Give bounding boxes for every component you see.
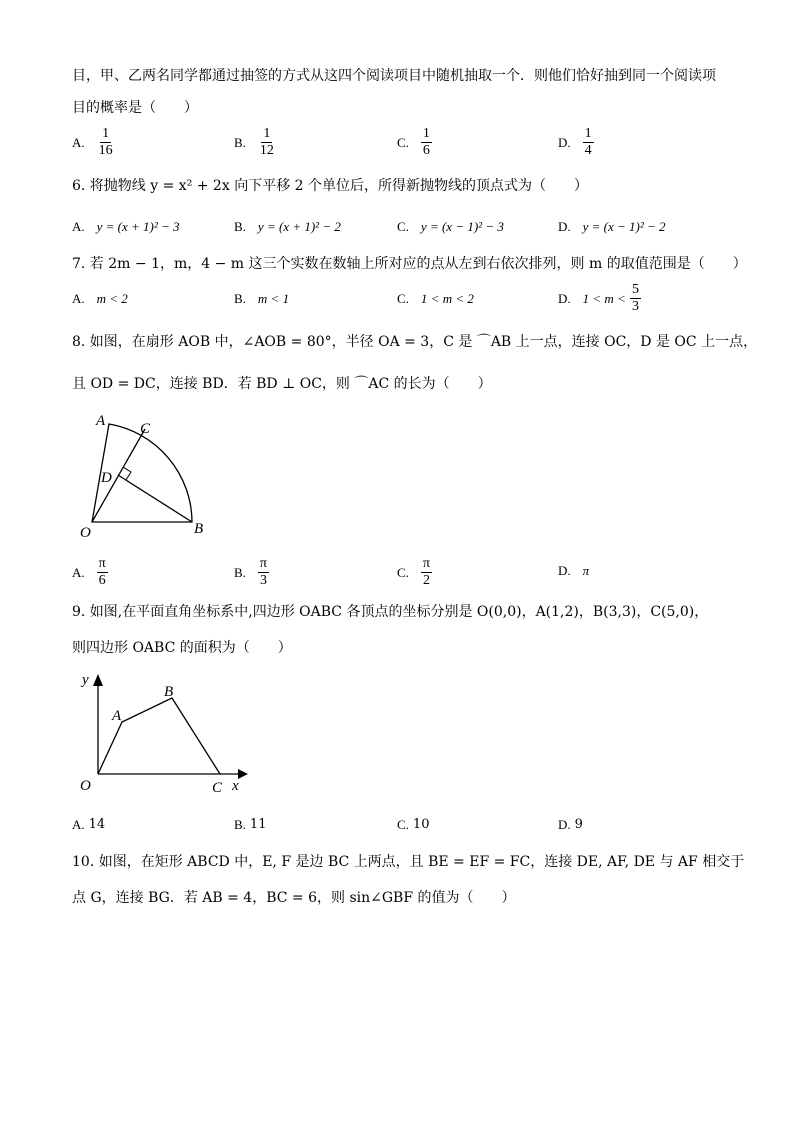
- option-label: A.: [72, 134, 85, 150]
- q8-option-c[interactable]: [397, 556, 432, 589]
- q8-stem-line1: 8. 如图，在扇形 AOB 中，∠AOB = 80°，半径 OA = 3，C 是 ⌒AB 上一点，连接 OC，D 是 OC 上一点，: [72, 334, 758, 350]
- denominator: 16: [98, 143, 113, 158]
- option-text: y = (x + 1)² − 2: [257, 219, 341, 234]
- label-o: O: [80, 778, 91, 794]
- option-text: 10: [412, 817, 430, 832]
- option-label: C.: [397, 219, 409, 234]
- q8-option-b[interactable]: [234, 556, 269, 589]
- fraction: [583, 126, 594, 159]
- q6-option-a[interactable]: [72, 218, 180, 236]
- fraction: [97, 556, 108, 589]
- q9-stem-line1: 9. 如图,在平面直角坐标系中,四边形 OABC 各顶点的坐标分别是 O(0,0)，A(1,2)，B(3,3)，C(5,0)，: [72, 604, 709, 620]
- denominator: 3: [631, 299, 639, 314]
- q7-option-a[interactable]: [72, 290, 128, 308]
- option-label: A.: [72, 564, 85, 580]
- numerator: 1: [422, 126, 430, 141]
- option-text: y = (x − 1)² − 2: [582, 219, 666, 234]
- option-text: y = (x + 1)² − 3: [96, 219, 180, 234]
- q5-stem-line2: 目的概率是（ ）: [72, 100, 198, 116]
- option-label: B.: [234, 564, 246, 580]
- q7-option-c[interactable]: [397, 290, 474, 308]
- fraction: [258, 126, 276, 159]
- option-label: D.: [558, 817, 571, 832]
- option-label: B.: [234, 817, 246, 832]
- fraction: [630, 282, 641, 315]
- option-label: A.: [72, 291, 85, 306]
- option-text: 9: [574, 817, 583, 832]
- q10-stem-line2: 点 G，连接 BG．若 AB = 4，BC = 6，则 sin∠GBF 的值为（ ）: [72, 890, 516, 906]
- q8-option-d[interactable]: [558, 562, 589, 580]
- numerator: π: [98, 556, 106, 571]
- label-b: B: [164, 684, 174, 700]
- numerator: π: [259, 556, 267, 571]
- option-label: A.: [72, 219, 85, 234]
- q6-stem: 6. 将抛物线 y = x² + 2x 向下平移 2 个单位后，所得新抛物线的顶点式为（ ）: [72, 178, 588, 194]
- q9-option-a[interactable]: [72, 816, 105, 834]
- option-text: 14: [88, 817, 106, 832]
- q5-option-b[interactable]: [234, 126, 276, 159]
- option-label: B.: [234, 219, 246, 234]
- y-axis-arrow-icon: [93, 674, 103, 686]
- numerator: 1: [263, 126, 271, 141]
- q9-option-b[interactable]: [234, 816, 266, 834]
- q10-stem-line1: 10. 如图，在矩形 ABCD 中，E, F 是边 BC 上两点，且 BE = EF = FC，连接 DE, AF, DE 与 AF 相交于: [72, 854, 745, 870]
- label-x: x: [232, 778, 239, 794]
- denominator: 12: [259, 143, 274, 158]
- q7-stem: 7. 若 2m − 1，m，4 − m 这三个实数在数轴上所对应的点从左到右依次排列，则 m 的取值范围是（ ）: [72, 256, 747, 272]
- q9-coordinate-figure: [70, 668, 250, 798]
- option-text: m < 2: [96, 291, 128, 306]
- label-o: O: [80, 525, 91, 541]
- option-label: C.: [397, 817, 409, 832]
- option-text: 1 < m <: [582, 290, 626, 306]
- label-b: B: [194, 521, 204, 537]
- numerator: π: [422, 556, 430, 571]
- option-text: y = (x − 1)² − 3: [420, 219, 504, 234]
- right-angle-mark: [123, 467, 131, 480]
- option-text: 11: [249, 817, 267, 832]
- q9-option-d[interactable]: [558, 816, 583, 834]
- denominator: 2: [422, 573, 430, 588]
- option-label: D.: [558, 290, 571, 306]
- q5-option-a[interactable]: [72, 126, 115, 159]
- option-label: C.: [397, 134, 409, 150]
- label-c: C: [140, 421, 151, 437]
- q8-sector-figure: [80, 405, 220, 545]
- fraction: [97, 126, 115, 159]
- option-label: A.: [72, 817, 85, 832]
- fraction: [421, 556, 432, 589]
- x-axis-arrow-icon: [238, 769, 248, 779]
- fraction: [258, 556, 269, 589]
- numerator: 1: [102, 126, 110, 141]
- denominator: 6: [98, 573, 106, 588]
- denominator: 3: [259, 573, 267, 588]
- q5-stem-line1: 目，甲、乙两名同学都通过抽签的方式从这四个阅读项目中随机抽取一个．则他们恰好抽到同一个阅读项: [72, 68, 716, 84]
- q9-stem-line2: 则四边形 OABC 的面积为（ ）: [72, 640, 292, 656]
- option-label: B.: [234, 134, 246, 150]
- label-a: A: [96, 413, 106, 429]
- q6-option-c[interactable]: [397, 218, 504, 236]
- q5-option-c[interactable]: [397, 126, 432, 159]
- q6-option-d[interactable]: [558, 218, 666, 236]
- option-label: D.: [558, 563, 571, 578]
- q7-option-b[interactable]: [234, 290, 289, 308]
- denominator: 6: [422, 143, 430, 158]
- denominator: 4: [584, 143, 592, 158]
- option-text: 1 < m < 2: [420, 291, 474, 306]
- q8-stem-line2: 且 OD = DC，连接 BD．若 BD ⊥ OC，则 ⌒AC 的长为（ ）: [72, 376, 492, 392]
- label-c: C: [212, 780, 223, 796]
- fraction: [421, 126, 432, 159]
- label-a: A: [112, 708, 122, 724]
- option-label: B.: [234, 291, 246, 306]
- q6-option-b[interactable]: [234, 218, 341, 236]
- label-d: D: [101, 470, 112, 486]
- option-label: C.: [397, 564, 409, 580]
- numerator: 1: [584, 126, 592, 141]
- label-y: y: [82, 672, 89, 688]
- option-text: π: [582, 563, 590, 578]
- option-label: D.: [558, 219, 571, 234]
- q5-option-d[interactable]: [558, 126, 594, 159]
- q9-option-c[interactable]: [397, 816, 429, 834]
- segment-bd: [118, 475, 192, 522]
- option-label: D.: [558, 134, 571, 150]
- q7-option-d[interactable]: [558, 282, 641, 315]
- q8-option-a[interactable]: [72, 556, 108, 589]
- numerator: 5: [631, 282, 639, 297]
- option-label: C.: [397, 291, 409, 306]
- option-text: m < 1: [257, 291, 290, 306]
